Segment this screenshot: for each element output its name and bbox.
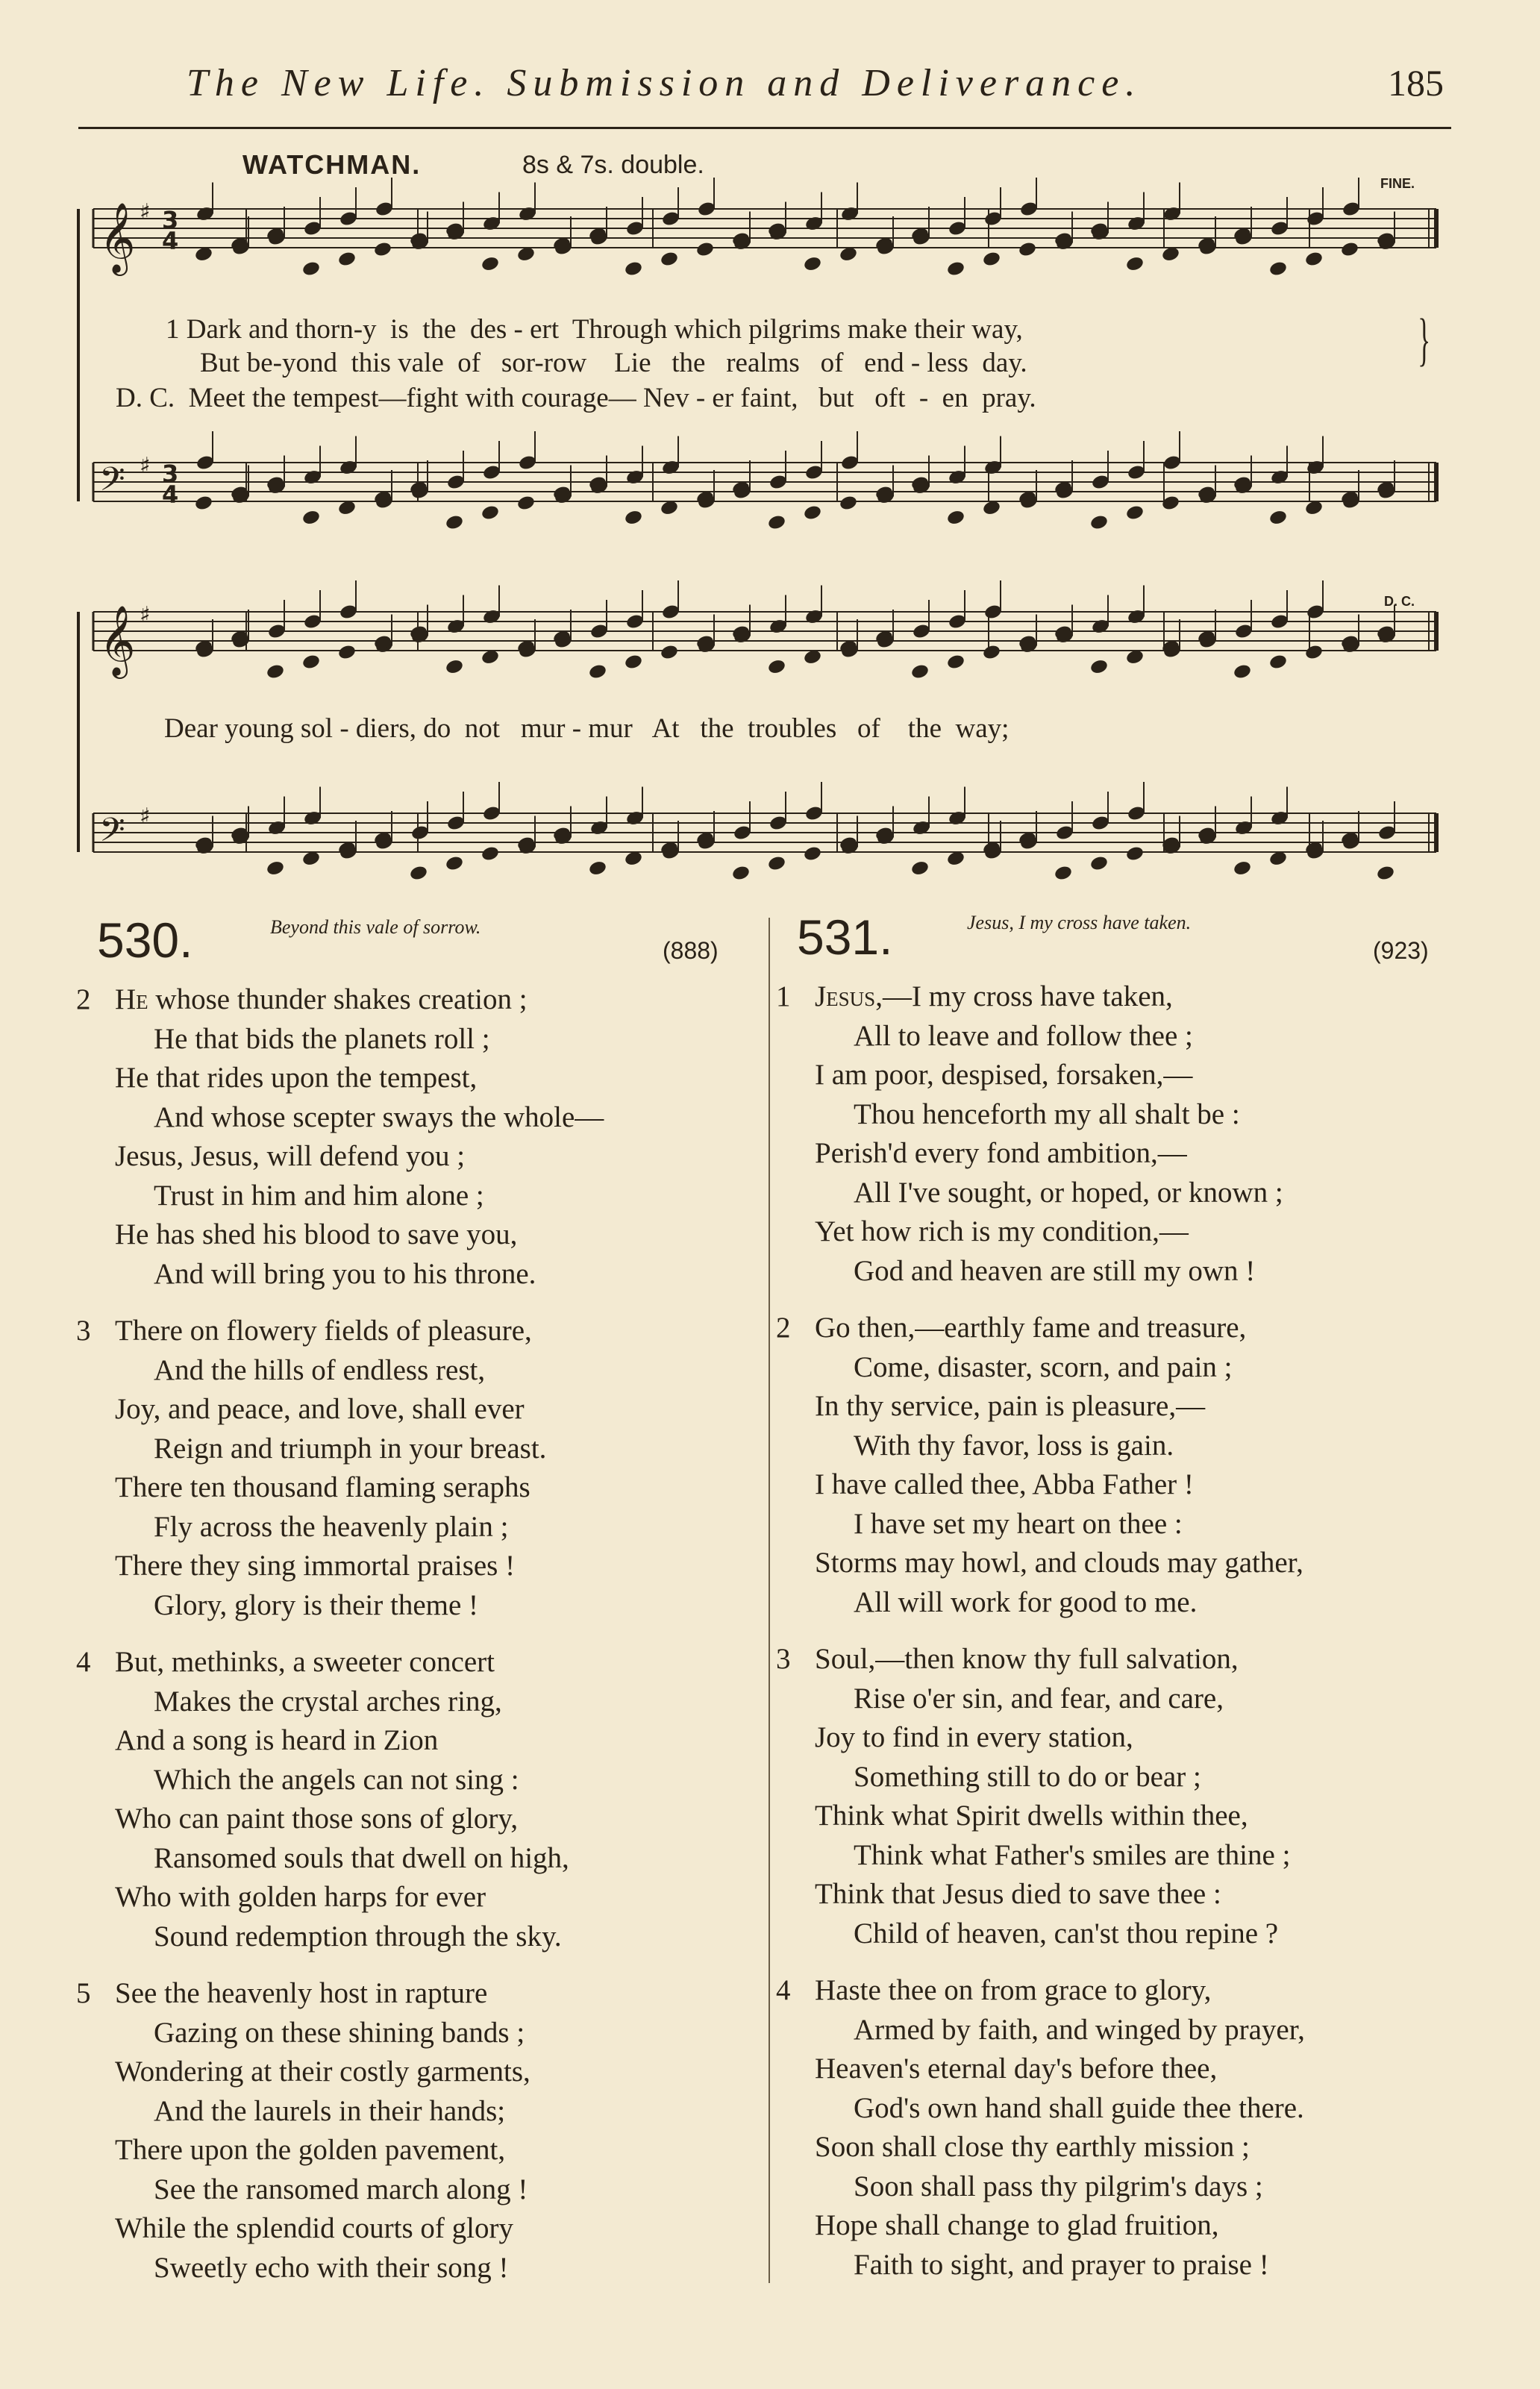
stanza-line-text: There ten thousand flaming seraphs xyxy=(115,1471,530,1503)
lyric-line-4: Dear young sol - diers, do not mur - mur At the troubles of the way; xyxy=(164,713,1010,744)
note-head xyxy=(910,663,930,680)
treble-clef-icon: 𝄞 xyxy=(99,605,136,676)
note-head xyxy=(767,514,786,531)
note-head xyxy=(1268,260,1288,278)
note-head xyxy=(624,654,643,671)
stanza-line xyxy=(76,1643,604,1682)
note-head xyxy=(481,255,500,272)
stanza-line-text: Armed by faith, and winged by prayer, xyxy=(854,2013,1305,2046)
note-head xyxy=(1125,504,1145,522)
stanza-line xyxy=(115,1878,604,1917)
stanza-line-text: I am poor, despised, forsaken,— xyxy=(815,1059,1193,1091)
stanza-line-text: See the ransomed march along ! xyxy=(154,2173,528,2205)
stanza-line xyxy=(115,1839,604,1879)
note-head xyxy=(445,514,464,531)
stanza-line xyxy=(76,980,604,1020)
stanza-line xyxy=(115,1430,604,1469)
stanza-number: 3 xyxy=(776,1643,791,1675)
note-head xyxy=(301,654,321,671)
stanza-line-text: Reign and triumph in your breast. xyxy=(154,1432,547,1465)
stanza-line-text: There upon the golden pavement, xyxy=(115,2134,506,2166)
stanza-line xyxy=(815,1174,1305,1213)
stanza-line xyxy=(815,1797,1305,1836)
lyric-brace: } xyxy=(1418,307,1431,372)
note-head xyxy=(588,663,607,680)
sharp-icon: ♯ xyxy=(140,453,151,479)
tune-name: WATCHMAN. xyxy=(242,149,422,180)
note-head xyxy=(445,855,464,872)
stanza-number: 3 xyxy=(76,1315,91,1347)
note-head xyxy=(445,658,464,675)
stanza-line xyxy=(815,2167,1305,2207)
stanza-first-word: Jesus, xyxy=(815,980,883,1012)
stanza-line xyxy=(115,1917,604,1957)
tune-meter: 8s & 7s. double. xyxy=(522,151,704,179)
page-number: 185 xyxy=(1388,62,1444,104)
stanza-line-text: Rise o'er sin, and fear, and care, xyxy=(854,1682,1224,1715)
stanza-line xyxy=(815,1544,1305,1583)
stanza-line-text: And the hills of endless rest, xyxy=(154,1353,486,1386)
stanza-line xyxy=(776,1971,1305,2011)
note-head xyxy=(266,860,285,877)
stanza-line-text: Gazing on these shining bands ; xyxy=(154,2016,525,2049)
sharp-icon: ♯ xyxy=(140,199,151,225)
stanza-line xyxy=(815,2246,1305,2285)
stanza-line xyxy=(115,1508,604,1547)
stanza-line-text: Trust in him and him alone ; xyxy=(154,1179,484,1212)
note-head xyxy=(982,251,1001,268)
stanza-line-text: While the splendid courts of glory xyxy=(115,2212,513,2244)
stanza-line xyxy=(815,1095,1305,1135)
stanza-first-word: He xyxy=(115,983,148,1015)
stanza-line-text: He that rides upon the tempest, xyxy=(115,1062,478,1094)
stanza-line-text: With thy favor, loss is gain. xyxy=(854,1429,1174,1462)
note-head xyxy=(803,255,822,272)
running-header-title: The New Life. Submission and Deliverance. xyxy=(187,62,1142,104)
stanza-line xyxy=(115,1020,604,1059)
stanza-number: 5 xyxy=(76,1977,91,2009)
stanza-line-text: Heaven's eternal day's before thee, xyxy=(815,2053,1218,2085)
stanza-number: 2 xyxy=(76,983,91,1015)
note-head xyxy=(946,260,965,278)
stanza-line xyxy=(815,1387,1305,1427)
sharp-icon: ♯ xyxy=(140,804,151,830)
stanza-line xyxy=(815,1914,1305,1954)
dc-marking: D. C. xyxy=(1384,594,1415,609)
stanza-line-text: Which the angels can not sing : xyxy=(154,1763,519,1796)
stanza-line-text: Think that Jesus died to save thee : xyxy=(815,1878,1221,1910)
note-head xyxy=(588,860,607,877)
stanza-line-text: God's own hand shall guide thee there. xyxy=(854,2091,1304,2124)
stanza-line xyxy=(115,2053,604,2092)
note-head xyxy=(624,509,643,526)
hymn-ref-531: (923) xyxy=(1373,937,1429,964)
note-head xyxy=(1089,514,1109,531)
stanza-line xyxy=(115,1351,604,1391)
lyric-line-2: But be-yond this vale of sor-row Lie the realms of end - less day. xyxy=(200,348,1027,378)
stanza-line xyxy=(115,1721,604,1761)
note-head xyxy=(982,644,1001,661)
stanza-line-text: All I've sought, or hoped, or known ; xyxy=(854,1176,1283,1209)
note-head xyxy=(660,644,679,661)
note-head xyxy=(1089,855,1109,872)
stanza-number: 4 xyxy=(76,1646,91,1678)
note-head xyxy=(301,509,321,526)
time-signature-top: 3 xyxy=(162,460,179,488)
time-signature-bottom: 4 xyxy=(162,480,179,509)
stanza-line xyxy=(815,2089,1305,2129)
stanza-line-text: Jesus, Jesus, will defend you ; xyxy=(115,1140,466,1172)
stanza-line xyxy=(815,1505,1305,1544)
note-head xyxy=(481,845,500,862)
note-head xyxy=(946,509,965,526)
stanza xyxy=(776,1640,1305,1953)
note-head xyxy=(910,860,930,877)
stanza-line xyxy=(115,2014,604,2053)
stanza-line xyxy=(815,1718,1305,1758)
note-head xyxy=(731,865,751,882)
stanza-line xyxy=(815,2011,1305,2050)
stanza-line xyxy=(815,1875,1305,1914)
hymn-531-text xyxy=(776,977,1305,2285)
stanza-line-text: In thy service, pain is pleasure,— xyxy=(815,1390,1206,1422)
stanza-line-text: Think what Father's smiles are thine ; xyxy=(854,1838,1291,1871)
stanza-line-text: Makes the crystal arches ring, xyxy=(154,1685,502,1718)
stanza-line xyxy=(815,1836,1305,1876)
hymn-number-530: 530. xyxy=(97,912,193,968)
stanza-line xyxy=(776,1640,1305,1679)
stanza-line-text: He that bids the planets roll ; xyxy=(154,1022,490,1055)
stanza-line xyxy=(815,2128,1305,2167)
stanza-line-text: Soul,—then know thy full salvation, xyxy=(815,1643,1239,1675)
lyric-line-1: 1 Dark and thorn-y is the des - ert Through which pilgrims make their way, xyxy=(166,314,1023,345)
stanza-line xyxy=(115,2092,604,2132)
treble-clef-icon: 𝄞 xyxy=(99,202,136,273)
note-head xyxy=(1125,255,1145,272)
stanza-line-text: Soon shall pass thy pilgrim's days ; xyxy=(854,2170,1263,2202)
stanza-line xyxy=(115,2209,604,2249)
note-head xyxy=(516,495,536,512)
note-head xyxy=(767,855,786,872)
stanza-line xyxy=(815,1017,1305,1056)
stanza-number: 4 xyxy=(776,1974,791,2006)
stanza-line-text: Who with golden harps for ever xyxy=(115,1881,486,1913)
stanza-line-text: Storms may howl, and clouds may gather, xyxy=(815,1547,1303,1579)
note-head xyxy=(1125,845,1145,862)
time-signature-bottom: 4 xyxy=(162,227,179,255)
stanza-line-text: Fly across the heavenly plain ; xyxy=(154,1510,509,1543)
stanza-line xyxy=(115,1215,604,1255)
stanza-line xyxy=(76,1974,604,2014)
note-head xyxy=(1268,509,1288,526)
stanza-line-text: Who can paint those sons of glory, xyxy=(115,1803,519,1835)
stanza-line xyxy=(115,1468,604,1508)
stanza-line-text: Faith to sight, and prayer to praise ! xyxy=(854,2248,1269,2281)
hymn-number-531: 531. xyxy=(797,909,893,965)
hymn-530-text xyxy=(76,980,604,2288)
stanza-line xyxy=(815,1427,1305,1466)
stanza-line xyxy=(115,1586,604,1626)
stanza-line-text: Sound redemption through the sky. xyxy=(154,1920,562,1953)
stanza-line-text: Go then,—earthly fame and treasure, xyxy=(815,1312,1247,1344)
stanza-line-text: God and heaven are still my own ! xyxy=(854,1254,1256,1287)
stanza-line-text: Joy, and peace, and love, shall ever xyxy=(115,1393,525,1425)
stanza-line xyxy=(815,1758,1305,1797)
hymn-subtitle-530: Beyond this vale of sorrow. xyxy=(270,916,481,938)
stanza-line-text: All will work for good to me. xyxy=(854,1585,1198,1618)
hymn-ref-530: (888) xyxy=(663,937,719,964)
note-head xyxy=(337,644,357,661)
column-divider xyxy=(769,918,770,2283)
stanza-line xyxy=(815,2050,1305,2089)
stanza-line-text: Yet how rich is my condition,— xyxy=(815,1215,1189,1247)
stanza-line-text: And the laurels in their hands; xyxy=(154,2094,506,2127)
stanza-line-text: All to leave and follow thee ; xyxy=(854,1019,1193,1052)
stanza-line xyxy=(115,1390,604,1430)
time-signature-top: 3 xyxy=(162,206,179,234)
stanza-line xyxy=(115,1059,604,1098)
note-head xyxy=(803,504,822,522)
stanza-line xyxy=(815,1212,1305,1252)
stanza-line xyxy=(815,1679,1305,1719)
stanza-line-text: Wondering at their costly garments, xyxy=(115,2055,530,2088)
note-head xyxy=(695,241,715,258)
stanza-line xyxy=(115,1255,604,1294)
stanza xyxy=(76,1312,604,1625)
bass-clef-icon: 𝄢 xyxy=(99,460,125,507)
note-head xyxy=(660,251,679,268)
stanza-line xyxy=(815,1134,1305,1174)
note-head xyxy=(803,845,822,862)
stanza xyxy=(776,1309,1305,1622)
stanza-line-text: Sweetly echo with their song ! xyxy=(154,2251,509,2284)
stanza-line xyxy=(115,1137,604,1177)
stanza-line-text: —I my cross have taken, xyxy=(882,980,1173,1012)
stanza-line-text: Glory, glory is their theme ! xyxy=(154,1588,479,1621)
stanza-line-text: He has shed his blood to save you, xyxy=(115,1218,518,1250)
lyric-line-dc: D. C. Meet the tempest—fight with courage— Nev - er faint, but oft - en pray. xyxy=(116,383,1036,413)
note-head xyxy=(337,251,357,268)
stanza-line xyxy=(776,1309,1305,1348)
stanza-line xyxy=(815,1252,1305,1291)
note-head xyxy=(481,504,500,522)
stanza-line xyxy=(115,2131,604,2170)
stanza-line-text: Ransomed souls that dwell on high, xyxy=(154,1841,569,1874)
stanza-line xyxy=(115,1098,604,1138)
note-head xyxy=(1304,251,1324,268)
stanza-line xyxy=(115,1177,604,1216)
stanza-line xyxy=(76,1312,604,1351)
stanza-line-text: Child of heaven, can'st thou repine ? xyxy=(854,1917,1279,1950)
stanza-line-text: whose thunder shakes creation ; xyxy=(148,983,528,1015)
music-score xyxy=(0,0,1540,903)
stanza-line xyxy=(776,977,1305,1017)
stanza-line-text: There they sing immortal praises ! xyxy=(115,1550,516,1582)
stanza-line xyxy=(815,1056,1305,1095)
note-head xyxy=(194,495,213,512)
stanza-line-text: Thou henceforth my all shalt be : xyxy=(854,1098,1240,1130)
stanza-line-text: Joy to find in every station, xyxy=(815,1721,1133,1753)
stanza-line xyxy=(115,1800,604,1839)
stanza-number: 1 xyxy=(776,980,791,1012)
stanza-line-text: I have set my heart on thee : xyxy=(854,1507,1183,1540)
stanza xyxy=(776,977,1305,1291)
stanza-line-text: See the heavenly host in rapture xyxy=(115,1977,488,2009)
note-head xyxy=(624,260,643,278)
stanza-line-text: But, methinks, a sweeter concert xyxy=(115,1646,495,1678)
stanza-line xyxy=(815,1465,1305,1505)
stanza-line xyxy=(115,2170,604,2210)
stanza-line xyxy=(115,1682,604,1722)
note-head xyxy=(1376,865,1395,882)
note-head xyxy=(266,663,285,680)
note-head xyxy=(409,865,428,882)
sharp-icon: ♯ xyxy=(140,602,151,628)
stanza-line-text: Soon shall close thy earthly mission ; xyxy=(815,2131,1250,2163)
stanza-line-text: And a song is heard in Zion xyxy=(115,1724,439,1756)
stanza-line xyxy=(815,1583,1305,1623)
note-head xyxy=(767,658,786,675)
stanza-line-text: I have called thee, Abba Father ! xyxy=(815,1468,1194,1500)
note-head xyxy=(946,654,965,671)
stanza-line xyxy=(815,2206,1305,2246)
stanza-line xyxy=(115,2249,604,2288)
stanza-line xyxy=(815,1348,1305,1388)
stanza-line-text: Hope shall change to glad fruition, xyxy=(815,2209,1219,2241)
note-head xyxy=(1304,644,1324,661)
stanza xyxy=(76,1643,604,1956)
note-head xyxy=(1268,654,1288,671)
stanza-line-text: Think what Spirit dwells within thee, xyxy=(815,1800,1248,1832)
hymn-subtitle-531: Jesus, I my cross have taken. xyxy=(967,912,1192,933)
note-head xyxy=(301,260,321,278)
stanza-line-text: Come, disaster, scorn, and pain ; xyxy=(854,1350,1233,1383)
stanza xyxy=(76,980,604,1294)
stanza-line-text: And whose scepter sways the whole— xyxy=(154,1100,604,1133)
stanza-line-text: And will bring you to his throne. xyxy=(154,1257,536,1290)
note-head xyxy=(1089,658,1109,675)
stanza-number: 2 xyxy=(776,1312,791,1344)
stanza-line-text: There on flowery fields of pleasure, xyxy=(115,1315,532,1347)
stanza xyxy=(776,1971,1305,2285)
stanza-line-text: Haste thee on from grace to glory, xyxy=(815,1974,1212,2006)
stanza-line xyxy=(115,1761,604,1800)
note-head xyxy=(1233,860,1252,877)
stanza-line-text: Something still to do or bear ; xyxy=(854,1760,1201,1793)
note-head xyxy=(373,241,392,258)
stanza-line-text: Perish'd every fond ambition,— xyxy=(815,1137,1187,1169)
note-head xyxy=(1340,241,1359,258)
fine-marking: FINE. xyxy=(1380,176,1415,191)
stanza xyxy=(76,1974,604,2288)
bass-clef-icon: 𝄢 xyxy=(99,810,125,857)
note-head xyxy=(1054,865,1073,882)
note-head xyxy=(1018,241,1037,258)
stanza-line xyxy=(115,1547,604,1586)
note-head xyxy=(1233,663,1252,680)
note-head xyxy=(839,495,858,512)
